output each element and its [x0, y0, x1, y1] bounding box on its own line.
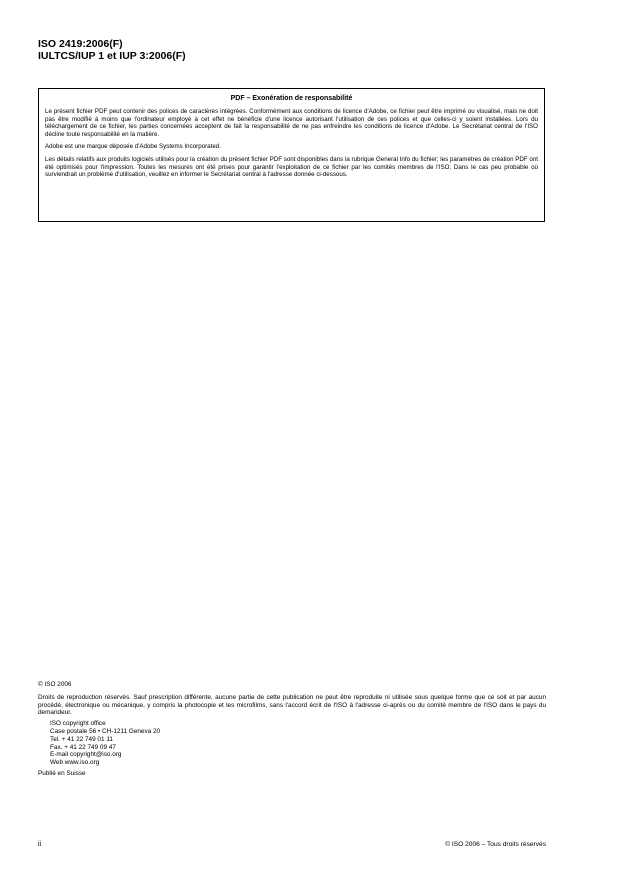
page-number: ii	[38, 841, 42, 848]
office-line: Fax. + 41 22 749 09 47	[50, 743, 116, 751]
document-header	[38, 38, 186, 62]
pdf-disclaimer-box	[38, 88, 545, 222]
disclaimer-paragraph: Le présent fichier PDF peut contenir des polices de caractères intégrées. Conformément aux conditions de licence d'Adobe, ce fichier peut être imprimé ou visualisé, mais ne doit pas être modifié à moins que l'ordinateur employé à cet effet ne bénéficie d'une licence autorisant l'utilisation de ces polices et que celles-ci y soient installées. Lors du téléchargement de ce fichier, les parties concernées acceptent de fait la responsabilité de ne pas enfreindre les conditions de licence d'Adobe. Le Secrétariat central de l'ISO décline toute responsabilité en la matière.	[45, 108, 538, 138]
published-in: Publié en Suisse	[38, 769, 86, 777]
disclaimer-paragraph: Adobe est une marque déposée d'Adobe Systems Incorporated.	[45, 143, 221, 151]
disclaimer-paragraph: Les détails relatifs aux produits logiciels utilisés pour la création du présent fichier PDF sont disponibles dans la rubrique General Info du fichier; les paramètres de création PDF ont été optimisés pour l'impression. Toutes les mesures ont été prises pour garantir l'exploitation de ce fichier par les comités membres de l'ISO. Dans le cas peu probable où surviendrait un problème d'utilisation, veuillez en informer le Secrétariat central à l'adresse donnée ci-dessous.	[45, 155, 538, 179]
copyright-rights-text: Droits de reproduction réservés. Sauf prescription différente, aucune partie de cette publication ne peut être reproduite ni utilisée sous quelque forme que ce soit et par aucun procédé, électronique ou mécanique, y compris la photocopie et les microfilms, sans l'accord écrit de l'ISO à l'adresse ci-après ou du comité membre de l'ISO dans le pays du demandeur.	[38, 693, 546, 717]
copyright-line: © ISO 2006	[38, 681, 72, 688]
standard-number: ISO 2419:2006(F)	[38, 38, 123, 50]
standard-number-alt: IULTCS/IUP 1 et IUP 3:2006(F)	[38, 50, 186, 62]
copyright-block	[38, 681, 546, 778]
office-line: ISO copyright office	[50, 720, 106, 728]
copyright-office-address	[50, 720, 546, 767]
office-web[interactable]: Web www.iso.org	[50, 759, 100, 767]
office-line: Case postale 56 • CH-1211 Geneva 20	[50, 727, 161, 735]
disclaimer-title: PDF – Exonération de responsabilité	[230, 95, 353, 102]
office-email[interactable]: E-mail copyright@iso.org	[50, 751, 122, 759]
footer-copyright: © ISO 2006 – Tous droits réservés	[445, 841, 546, 848]
office-line: Tel. + 41 22 749 01 11	[50, 735, 113, 743]
